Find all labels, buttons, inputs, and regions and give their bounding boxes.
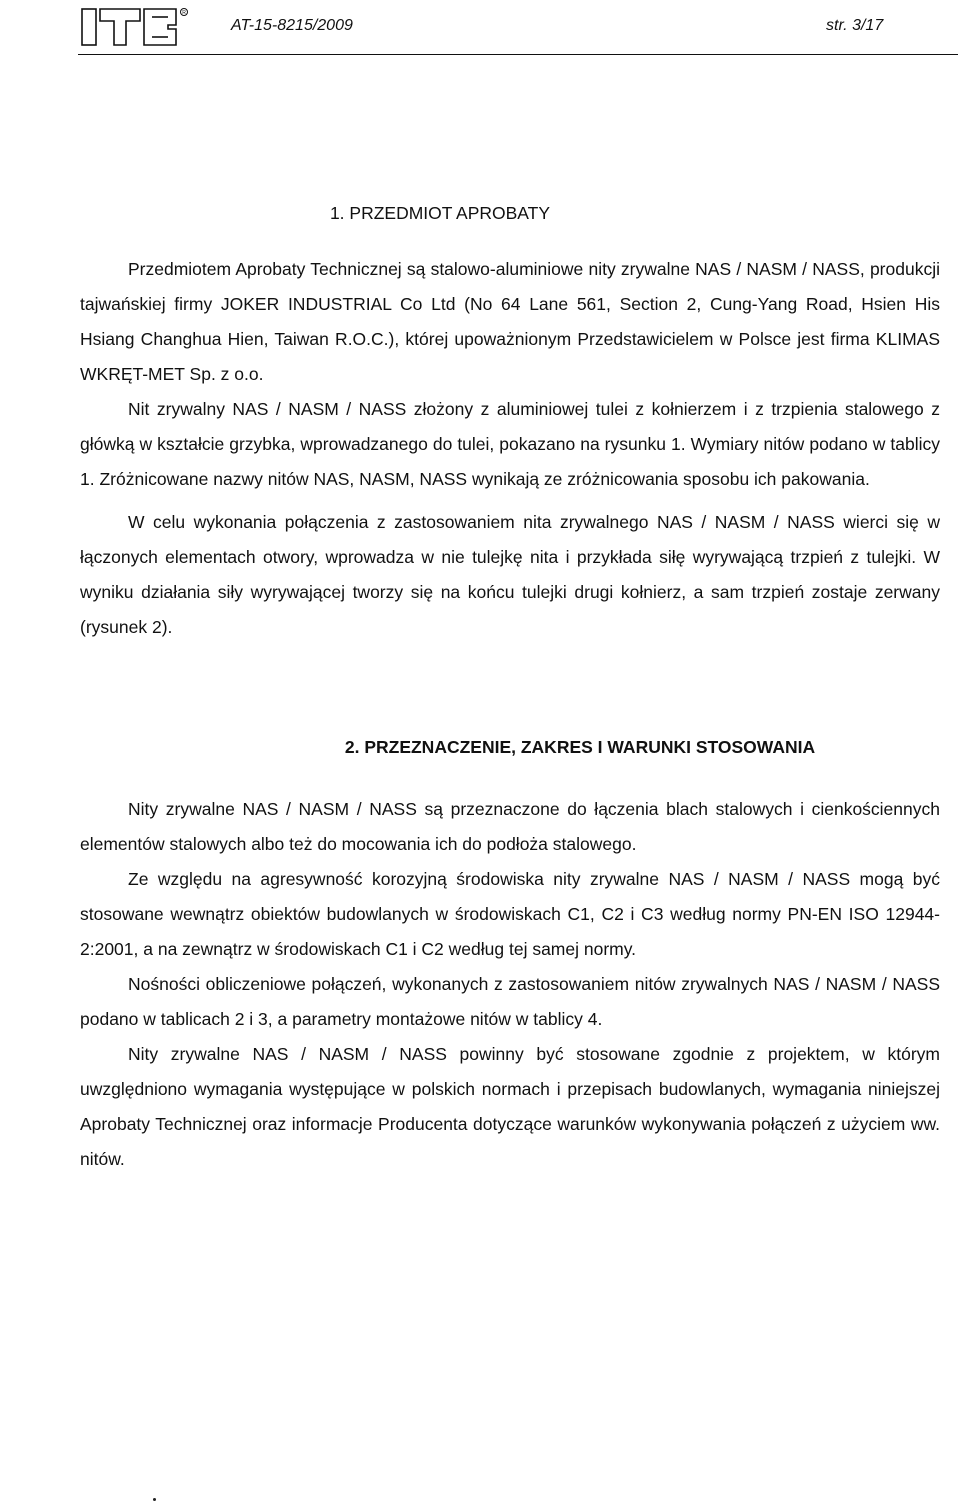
section-2-paragraph-2: Ze względu na agresywność korozyjną środowiska nity zrywalne NAS / NASM / NASS mogą być stosowane wewnątrz obiektów budowlanych w środowiskach C1, C2 i C3 według normy PN-EN ISO 12944-2:2001, a na zewnątrz w środowiskach C1 i C2 według tej samej normy. bbox=[80, 869, 940, 959]
page-number: str. 3/17 bbox=[826, 17, 884, 34]
itb-logo-icon bbox=[80, 6, 192, 48]
section-2-paragraph-3: Nośności obliczeniowe połączeń, wykonanych z zastosowaniem nitów zrywalnych NAS / NASM / NASS podano w tablicach 2 i 3, a parametry montażowe nitów w tablicy 4. bbox=[80, 974, 940, 1029]
section-1-title: 1. PRZEDMIOT APROBATY bbox=[329, 203, 551, 223]
svg-text:R: R bbox=[182, 10, 186, 17]
document-body bbox=[80, 196, 940, 1177]
section-2-title: 2. PRZEZNACZENIE, ZAKRES I WARUNKI STOSOWANIA bbox=[344, 737, 816, 757]
scan-speck bbox=[153, 1498, 156, 1501]
page-header bbox=[0, 0, 960, 62]
section-1-paragraph-2: Nit zrywalny NAS / NASM / NASS złożony z aluminiowej tulei z kołnierzem i z trzpienia stalowego z główką w kształcie grzybka, wprowadzanego do tulei, pokazano na rysunku 1. Wymiary nitów podano w tablicy 1. Zróżnicowane nazwy nitów NAS, NASM, NASS wynikają ze zróżnicowania sposobu ich pakowania. bbox=[80, 399, 940, 489]
section-2-paragraph-1: Nity zrywalne NAS / NASM / NASS są przeznaczone do łączenia blach stalowych i cienkościennych elementów stalowych albo też do mocowania ich do podłoża stalowego. bbox=[80, 799, 940, 854]
section-2-paragraph-4: Nity zrywalne NAS / NASM / NASS powinny być stosowane zgodnie z projektem, w którym uwzględniono wymagania występujące w polskich normach i przepisach budowlanych, wymagania niniejszej Aprobaty Technicznej oraz informacje Producenta dotyczące warunków wykonywania połączeń z użyciem ww. nitów. bbox=[80, 1044, 940, 1169]
document-code: AT-15-8215/2009 bbox=[231, 17, 353, 34]
section-1-paragraph-1: Przedmiotem Aprobaty Technicznej są stalowo-aluminiowe nity zrywalne NAS / NASM / NASS, produkcji tajwańskiej firmy JOKER INDUSTRIAL Co Ltd (No 64 Lane 561, Section 2, Cung-Yang Road, Hsien His Hsiang Changhua Hien, Taiwan R.O.C.), której upoważnionym Przedstawicielem w Polsce jest firma KLIMAS WKRĘT-MET Sp. z o.o. bbox=[80, 259, 940, 384]
header-divider bbox=[78, 54, 958, 55]
section-1-paragraph-3: W celu wykonania połączenia z zastosowaniem nita zrywalnego NAS / NASM / NASS wierci się w łączonych elementach otwory, wprowadza w nie tulejkę nita i przykłada siłę wyrywającą trzpień z tulejki. W wyniku działania siły wyrywającej tworzy się na końcu tulejki drugi kołnierz, a sam trzpień zostaje zerwany (rysunek 2). bbox=[80, 512, 940, 637]
